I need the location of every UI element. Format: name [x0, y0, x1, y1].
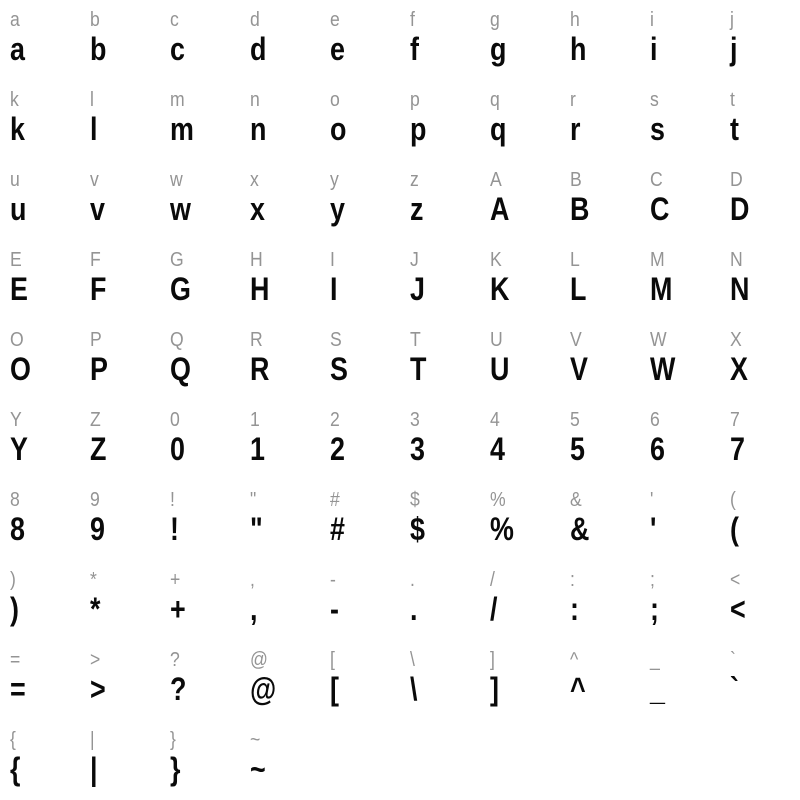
glyph-cell: [320, 320, 400, 400]
glyph-label: =: [10, 649, 21, 671]
glyph-preview: 5: [570, 431, 585, 467]
glyph-preview: K: [490, 271, 510, 307]
glyph-cell: [0, 240, 80, 320]
glyph-preview: w: [170, 191, 191, 227]
glyph-preview: [: [330, 671, 339, 707]
glyph-preview: g: [490, 31, 507, 67]
glyph-label: ,: [250, 569, 255, 591]
glyph-label: |: [90, 729, 95, 751]
glyph-preview: 7: [730, 431, 745, 467]
glyph-label: I: [330, 249, 335, 271]
glyph-preview: h: [570, 31, 587, 67]
glyph-preview: +: [170, 591, 186, 627]
glyph-preview: x: [250, 191, 265, 227]
glyph-preview: d: [250, 31, 267, 67]
glyph-cell: [720, 480, 800, 560]
glyph-label: ': [650, 489, 654, 511]
glyph-label: @: [250, 649, 268, 671]
glyph-preview: c: [170, 31, 185, 67]
glyph-preview: (: [730, 511, 739, 547]
glyph-cell: [400, 240, 480, 320]
glyph-label: N: [730, 249, 743, 271]
glyph-preview: 4: [490, 431, 505, 467]
glyph-cell: [320, 80, 400, 160]
glyph-cell: [0, 80, 80, 160]
glyph-cell: [160, 560, 240, 640]
glyph-label: l: [90, 89, 94, 111]
glyph-label: <: [730, 569, 741, 591]
glyph-cell: [560, 240, 640, 320]
glyph-preview: {: [10, 751, 21, 787]
glyph-preview: S: [330, 351, 348, 387]
glyph-cell: [0, 640, 80, 720]
glyph-cell: [0, 480, 80, 560]
glyph-label: (: [730, 489, 736, 511]
glyph-cell: [400, 640, 480, 720]
glyph-cell: [560, 560, 640, 640]
glyph-preview: s: [650, 111, 665, 147]
glyph-label: Z: [90, 409, 101, 431]
glyph-cell: [720, 0, 800, 80]
glyph-cell: [80, 400, 160, 480]
glyph-label: v: [90, 169, 99, 191]
glyph-cell: [160, 240, 240, 320]
glyph-preview: u: [10, 191, 27, 227]
glyph-cell: [160, 0, 240, 80]
glyph-preview: H: [250, 271, 270, 307]
glyph-cell: [160, 400, 240, 480]
glyph-label: p: [410, 89, 420, 111]
glyph-preview: ?: [170, 671, 187, 707]
glyph-label: \: [410, 649, 415, 671]
glyph-cell: [80, 480, 160, 560]
glyph-preview: R: [250, 351, 270, 387]
glyph-label: {: [10, 729, 16, 751]
glyph-preview: l: [90, 111, 98, 147]
glyph-cell: [240, 400, 320, 480]
glyph-cell: [560, 400, 640, 480]
glyph-label: P: [90, 329, 102, 351]
glyph-cell: [320, 640, 400, 720]
glyph-preview: Y: [10, 431, 28, 467]
glyph-label: k: [10, 89, 19, 111]
glyph-cell: [320, 240, 400, 320]
glyph-label: T: [410, 329, 421, 351]
glyph-cell: [0, 400, 80, 480]
glyph-cell: [160, 320, 240, 400]
glyph-cell: [0, 0, 80, 80]
glyph-cell: [0, 320, 80, 400]
glyph-preview: $: [410, 511, 425, 547]
glyph-label: R: [250, 329, 263, 351]
glyph-preview: W: [650, 351, 676, 387]
glyph-cell: [80, 320, 160, 400]
glyph-preview: ": [250, 511, 263, 547]
glyph-preview: ,: [250, 591, 258, 627]
glyph-label: J: [410, 249, 419, 271]
glyph-cell: [640, 80, 720, 160]
glyph-preview: q: [490, 111, 507, 147]
glyph-preview: N: [730, 271, 750, 307]
glyph-cell: [640, 160, 720, 240]
glyph-cell: [320, 160, 400, 240]
glyph-preview: k: [10, 111, 25, 147]
glyph-label: d: [250, 9, 260, 31]
glyph-label: K: [490, 249, 502, 271]
glyph-preview: F: [90, 271, 107, 307]
glyph-preview: 2: [330, 431, 345, 467]
glyph-cell: [240, 640, 320, 720]
glyph-cell: [80, 640, 160, 720]
glyph-cell: [80, 80, 160, 160]
glyph-cell: [240, 0, 320, 80]
glyph-preview: \: [410, 671, 418, 707]
glyph-preview: ^: [570, 671, 586, 707]
glyph-label: r: [570, 89, 576, 111]
glyph-cell: [560, 0, 640, 80]
glyph-preview: #: [330, 511, 345, 547]
glyph-cell: [400, 400, 480, 480]
glyph-cell: [720, 400, 800, 480]
glyph-preview: G: [170, 271, 191, 307]
glyph-preview: f: [410, 31, 419, 67]
glyph-label: 9: [90, 489, 100, 511]
glyph-preview: -: [330, 591, 339, 627]
glyph-cell: [640, 240, 720, 320]
glyph-preview: !: [170, 511, 179, 547]
glyph-cell: [640, 640, 720, 720]
glyph-preview: n: [250, 111, 267, 147]
glyph-preview: p: [410, 111, 427, 147]
glyph-preview: |: [90, 751, 98, 787]
glyph-label: O: [10, 329, 24, 351]
glyph-cell: [720, 160, 800, 240]
glyph-label: !: [170, 489, 175, 511]
glyph-preview: A: [490, 191, 510, 227]
glyph-cell: [400, 480, 480, 560]
glyph-cell: [240, 480, 320, 560]
glyph-cell: [640, 320, 720, 400]
glyph-preview: >: [90, 671, 106, 707]
glyph-label: f: [410, 9, 415, 31]
glyph-cell: [400, 320, 480, 400]
glyph-cell: [640, 400, 720, 480]
glyph-cell: [640, 560, 720, 640]
glyph-preview: 8: [10, 511, 25, 547]
glyph-preview: I: [330, 271, 338, 307]
glyph-preview: j: [730, 31, 738, 67]
glyph-preview: <: [730, 591, 746, 627]
glyph-preview: 9: [90, 511, 105, 547]
glyph-cell: [480, 400, 560, 480]
glyph-label: 1: [250, 409, 260, 431]
glyph-cell: [720, 640, 800, 720]
glyph-preview: @: [250, 671, 277, 707]
glyph-label: e: [330, 9, 340, 31]
glyph-cell: [640, 480, 720, 560]
glyph-preview: e: [330, 31, 345, 67]
glyph-cell: [80, 160, 160, 240]
glyph-label: y: [330, 169, 339, 191]
glyph-preview: L: [570, 271, 587, 307]
glyph-preview: r: [570, 111, 581, 147]
glyph-label: H: [250, 249, 263, 271]
glyph-label: 2: [330, 409, 340, 431]
glyph-label: g: [490, 9, 500, 31]
glyph-cell: [560, 640, 640, 720]
glyph-preview: *: [90, 591, 101, 627]
glyph-label: 8: [10, 489, 20, 511]
glyph-cell: [240, 160, 320, 240]
glyph-preview: .: [410, 591, 418, 627]
glyph-label: U: [490, 329, 503, 351]
glyph-label: %: [490, 489, 506, 511]
glyph-label: E: [10, 249, 22, 271]
glyph-label: S: [330, 329, 342, 351]
glyph-preview: ~: [250, 751, 266, 787]
glyph-cell: [320, 0, 400, 80]
glyph-cell: [480, 480, 560, 560]
glyph-cell: [80, 0, 160, 80]
glyph-label: .: [410, 569, 415, 591]
glyph-cell: [400, 160, 480, 240]
glyph-cell: [240, 560, 320, 640]
glyph-label: +: [170, 569, 181, 591]
glyph-label: G: [170, 249, 184, 271]
glyph-preview: 3: [410, 431, 425, 467]
glyph-cell: [240, 720, 320, 800]
glyph-cell: [80, 720, 160, 800]
glyph-cell: [160, 80, 240, 160]
glyph-label: :: [570, 569, 575, 591]
glyph-preview: V: [570, 351, 588, 387]
glyph-label: 7: [730, 409, 740, 431]
glyph-preview: J: [410, 271, 425, 307]
glyph-label: 0: [170, 409, 180, 431]
glyph-label: ?: [170, 649, 180, 671]
glyph-label: a: [10, 9, 20, 31]
glyph-preview: Z: [90, 431, 107, 467]
glyph-cell: [400, 0, 480, 80]
glyph-cell: [80, 240, 160, 320]
glyph-cell: [160, 480, 240, 560]
glyph-cell: [640, 0, 720, 80]
glyph-preview: y: [330, 191, 345, 227]
glyph-cell: [480, 160, 560, 240]
glyph-preview: U: [490, 351, 510, 387]
glyph-cell: [480, 80, 560, 160]
glyph-preview: M: [650, 271, 673, 307]
glyph-label: t: [730, 89, 735, 111]
glyph-label: _: [650, 649, 660, 671]
glyph-preview: b: [90, 31, 107, 67]
glyph-cell: [0, 720, 80, 800]
glyph-cell: [320, 560, 400, 640]
glyph-cell: [240, 240, 320, 320]
glyph-label: Y: [10, 409, 22, 431]
glyph-label: D: [730, 169, 743, 191]
glyph-preview: :: [570, 591, 579, 627]
glyph-preview: =: [10, 671, 26, 707]
glyph-cell: [480, 240, 560, 320]
glyph-label: }: [170, 729, 176, 751]
glyph-preview: P: [90, 351, 108, 387]
glyph-cell: [480, 560, 560, 640]
glyph-cell: [160, 160, 240, 240]
glyph-preview: 0: [170, 431, 185, 467]
glyph-label: C: [650, 169, 663, 191]
glyph-label: -: [330, 569, 336, 591]
glyph-label: i: [650, 9, 654, 31]
glyph-label: x: [250, 169, 259, 191]
glyph-preview: C: [650, 191, 670, 227]
glyph-label: s: [650, 89, 659, 111]
glyph-label: 4: [490, 409, 500, 431]
glyph-preview: z: [410, 191, 424, 227]
glyph-preview: i: [650, 31, 658, 67]
glyph-cell: [240, 80, 320, 160]
glyph-preview: 6: [650, 431, 665, 467]
glyph-label: o: [330, 89, 340, 111]
glyph-cell: [240, 320, 320, 400]
glyph-cell: [320, 400, 400, 480]
glyph-label: 3: [410, 409, 420, 431]
glyph-preview: B: [570, 191, 590, 227]
glyph-preview: }: [170, 751, 181, 787]
glyph-cell: [400, 560, 480, 640]
glyph-cell: [560, 80, 640, 160]
glyph-label: *: [90, 569, 97, 591]
glyph-cell: [480, 640, 560, 720]
glyph-label: B: [570, 169, 582, 191]
glyph-label: $: [410, 489, 420, 511]
glyph-preview: t: [730, 111, 739, 147]
glyph-preview: o: [330, 111, 347, 147]
glyph-cell: [480, 0, 560, 80]
glyph-label: M: [650, 249, 665, 271]
glyph-label: ;: [650, 569, 655, 591]
glyph-label: ]: [490, 649, 495, 671]
glyph-cell: [720, 80, 800, 160]
glyph-cell: [720, 320, 800, 400]
glyph-preview: X: [730, 351, 748, 387]
glyph-preview: /: [490, 591, 498, 627]
glyph-preview: ): [10, 591, 19, 627]
glyph-label: X: [730, 329, 742, 351]
glyph-preview: D: [730, 191, 750, 227]
glyph-label: 5: [570, 409, 580, 431]
glyph-cell: [0, 560, 80, 640]
glyph-label: L: [570, 249, 580, 271]
glyph-preview: ]: [490, 671, 499, 707]
glyph-label: c: [170, 9, 179, 31]
glyph-label: m: [170, 89, 185, 111]
glyph-cell: [560, 160, 640, 240]
glyph-label: &: [570, 489, 582, 511]
glyph-label: /: [490, 569, 495, 591]
glyph-preview: ;: [650, 591, 659, 627]
glyph-label: 6: [650, 409, 660, 431]
glyph-cell: [80, 560, 160, 640]
glyph-label: ~: [250, 729, 261, 751]
glyph-label: u: [10, 169, 20, 191]
glyph-label: W: [650, 329, 667, 351]
glyph-preview: T: [410, 351, 427, 387]
glyph-preview: &: [570, 511, 590, 547]
glyph-preview: 1: [250, 431, 265, 467]
glyph-preview: a: [10, 31, 25, 67]
glyph-label: ^: [570, 649, 579, 671]
glyph-label: #: [330, 489, 340, 511]
glyph-cell: [560, 320, 640, 400]
glyph-label: q: [490, 89, 500, 111]
glyph-cell: [320, 480, 400, 560]
glyph-preview: %: [490, 511, 514, 547]
glyph-cell: [560, 480, 640, 560]
glyph-cell: [720, 240, 800, 320]
glyph-preview: _: [650, 671, 665, 707]
glyph-preview: E: [10, 271, 28, 307]
glyph-label: b: [90, 9, 100, 31]
glyph-label: A: [490, 169, 502, 191]
glyph-label: ": [250, 489, 257, 511]
glyph-label: Q: [170, 329, 184, 351]
glyph-cell: [720, 560, 800, 640]
glyph-preview: `: [730, 671, 739, 707]
glyph-cell: [480, 320, 560, 400]
glyph-preview: v: [90, 191, 105, 227]
glyph-label: w: [170, 169, 183, 191]
glyph-cell: [400, 80, 480, 160]
glyph-label: F: [90, 249, 101, 271]
glyph-preview: O: [10, 351, 31, 387]
glyph-cell: [160, 640, 240, 720]
glyph-label: [: [330, 649, 335, 671]
glyph-label: >: [90, 649, 101, 671]
glyph-cell: [160, 720, 240, 800]
glyph-label: n: [250, 89, 260, 111]
glyph-preview: ': [650, 511, 657, 547]
glyph-cell: [0, 160, 80, 240]
glyph-label: V: [570, 329, 582, 351]
glyph-label: z: [410, 169, 419, 191]
glyph-label: j: [730, 9, 734, 31]
glyph-preview: m: [170, 111, 194, 147]
glyph-label: h: [570, 9, 580, 31]
glyph-label: ): [10, 569, 16, 591]
glyph-preview: Q: [170, 351, 191, 387]
glyph-label: `: [730, 649, 736, 671]
